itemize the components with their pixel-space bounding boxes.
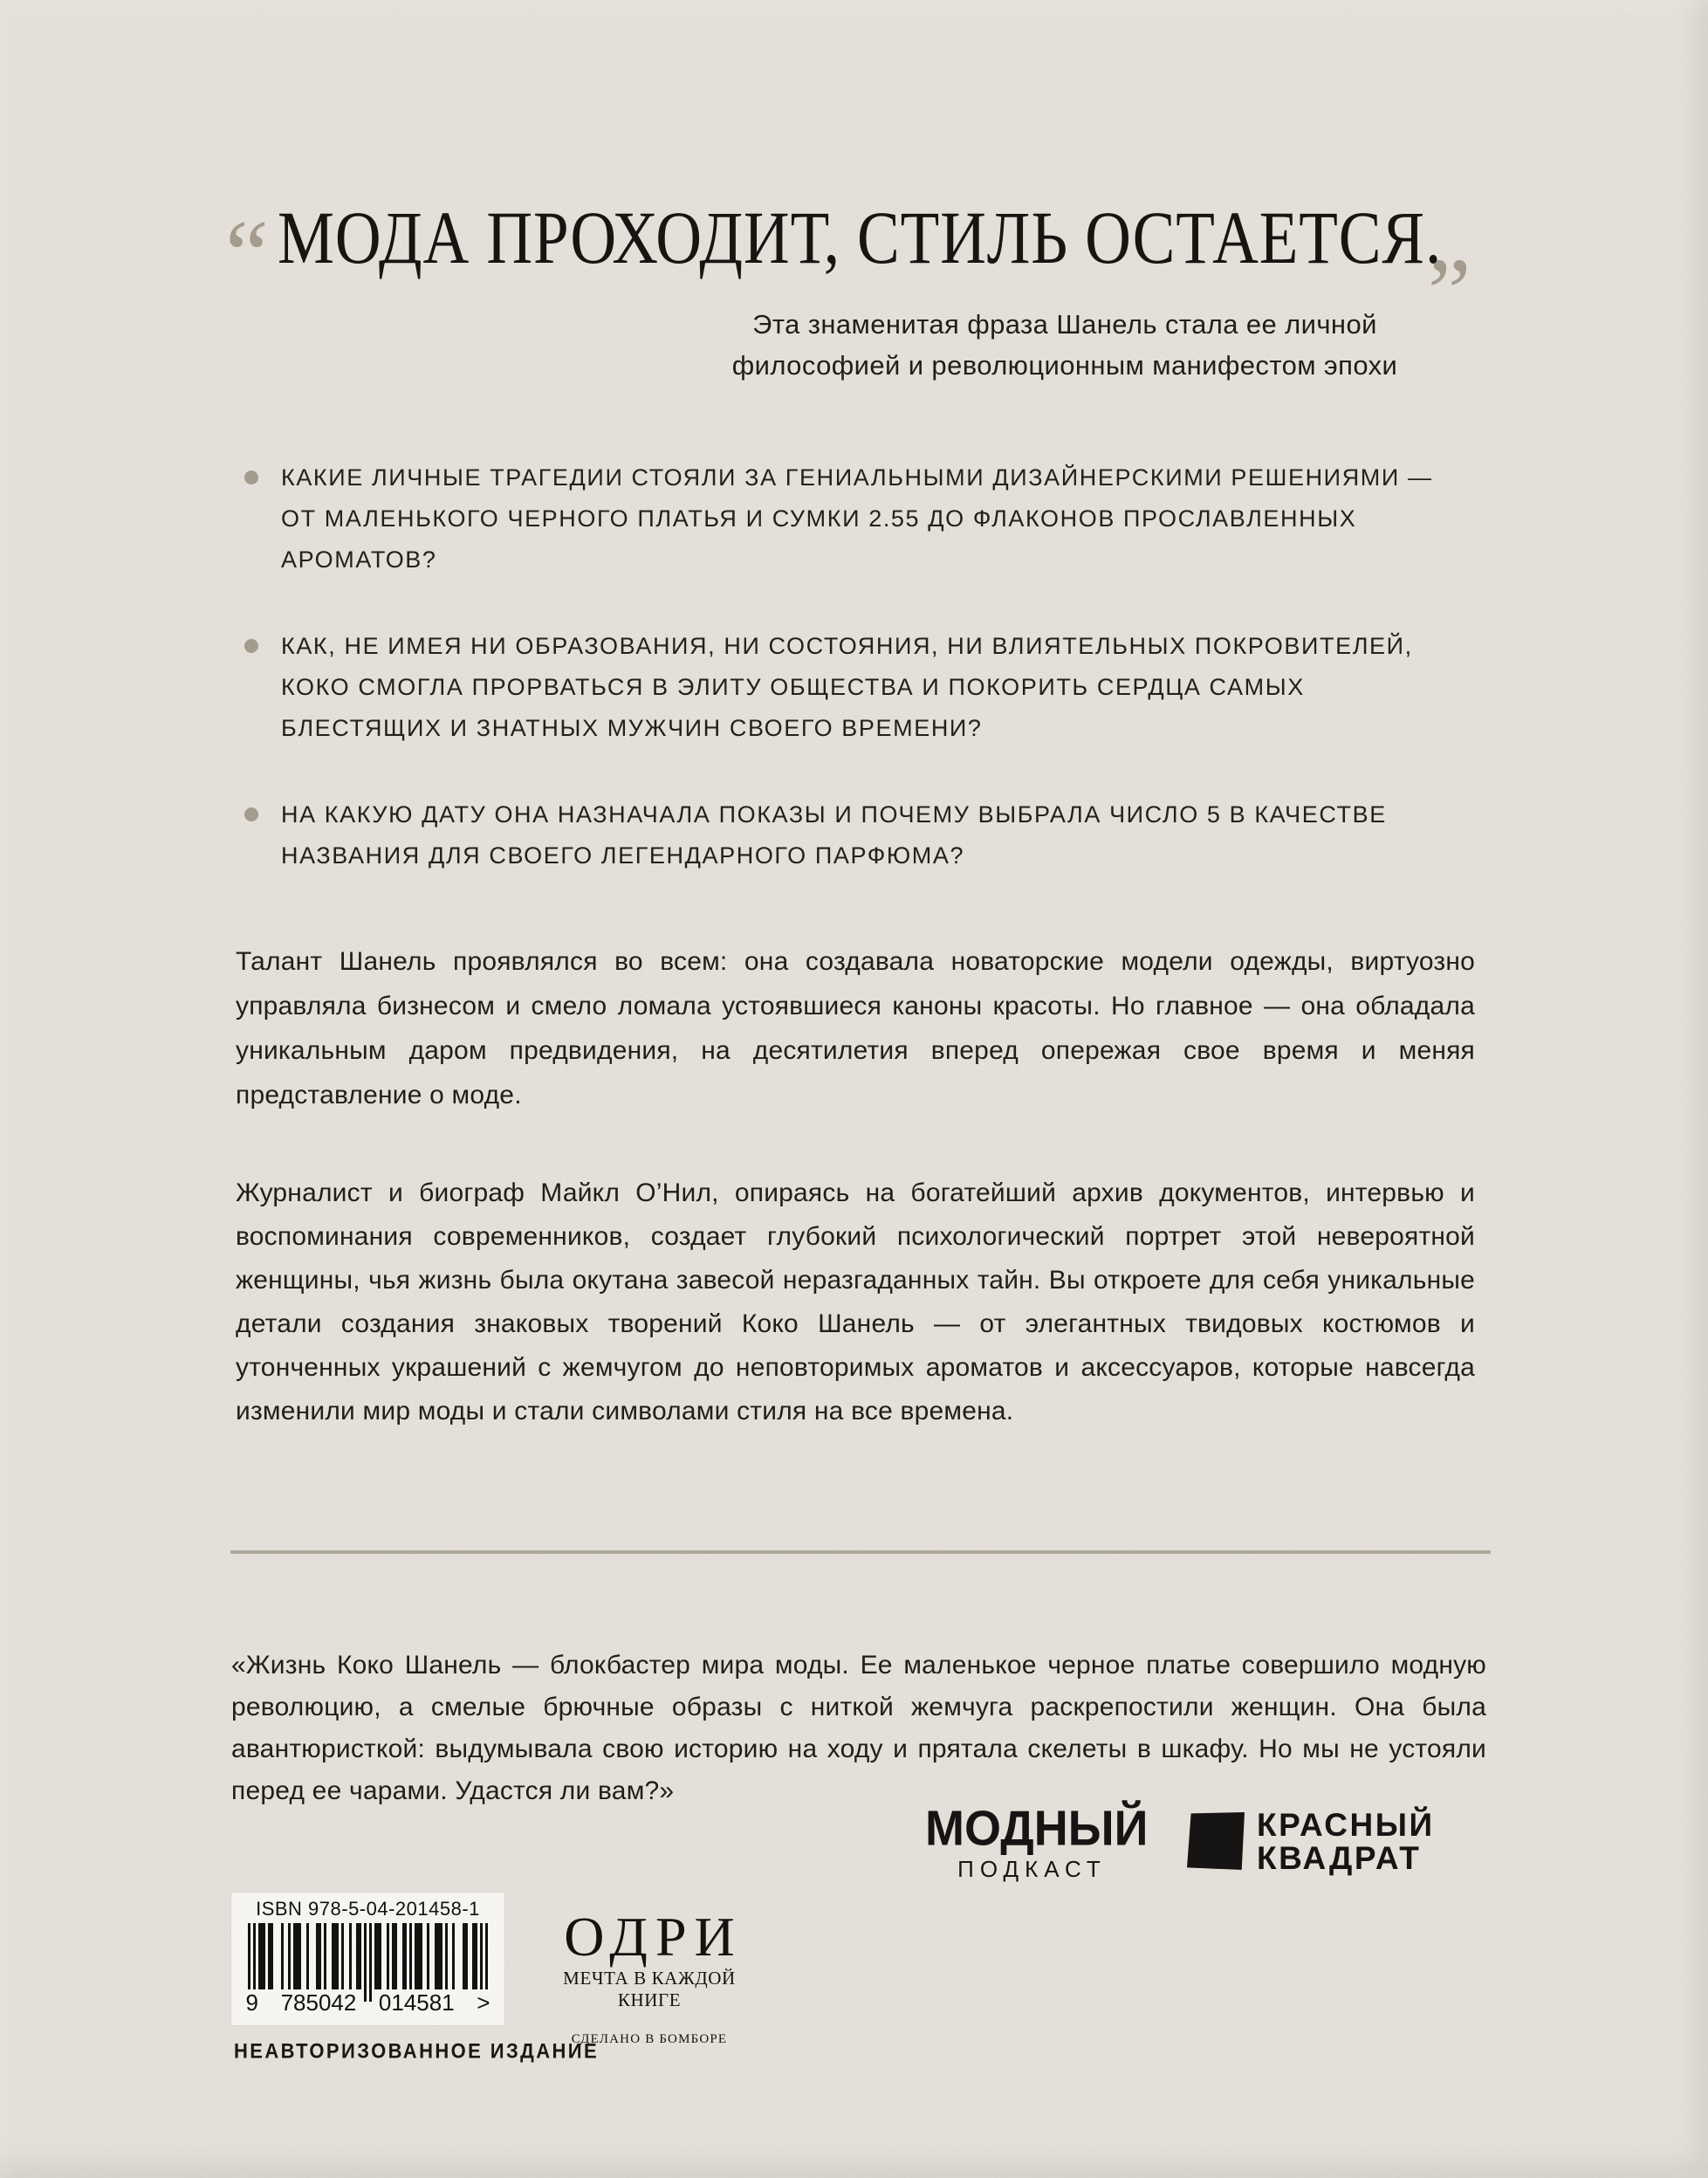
modny-logo-wordmark: МОДНЫЙ (925, 1800, 1149, 1856)
krasny-kvadrat-wordmark (1257, 1809, 1435, 1875)
modny-podcast-logo (925, 1800, 1149, 1883)
ean-lead-digit: 9 (244, 1989, 261, 2017)
headline-subtitle: Эта знаменитая фраза Шанель стала ее личной философией и революционным манифестом эпохи (731, 309, 1398, 381)
modny-logo-subtitle: ПОДКАСТ (957, 1856, 1107, 1882)
headline-text: МОДА ПРОХОДИТ, СТИЛЬ ОСТАЕТСЯ. (277, 196, 1442, 279)
odri-publisher-logo (531, 1908, 768, 2047)
headline-wrap (277, 194, 1442, 288)
annotation-paragraph-1: Талант Шанель проявлялся во всем: она создавала новаторские модели одежды, виртуозно управляла бизнесом и смело ломала устоявшиеся каноны красоты. Но главное — она обладала уникальным даром предвидения, на десятилетия вперед опережая свое время и меняя представление о моде. (236, 947, 1475, 1110)
krasny-kvadrat-line2: КВАДРАТ (1257, 1840, 1422, 1876)
black-square-icon (1187, 1812, 1245, 1870)
question-item (244, 794, 1442, 876)
odri-made-in: СДЕЛАНО В БОМБОРЕ (571, 2032, 728, 2046)
unauthorized-edition-note: НЕАВТОРИЗОВАННОЕ ИЗДАНИЕ (234, 2039, 600, 2063)
odri-wordmark: ОДРИ (564, 1906, 743, 1968)
ean-digits (244, 1989, 493, 2017)
krasny-kvadrat-logo (1187, 1807, 1435, 1876)
question-text: КАКИЕ ЛИЧНЫЕ ТРАГЕДИИ СТОЯЛИ ЗА ГЕНИАЛЬНЫМИ ДИЗАЙНЕРСКИМИ РЕШЕНИЯМИ — ОТ МАЛЕНЬКОГО ЧЕРНОГО ПЛАТЬЯ И СУМКИ 2.55 ДО ФЛАКОНОВ ПРОСЛАВЛЕННЫХ АРОМАТОВ? (281, 464, 1433, 573)
question-text: НА КАКУЮ ДАТУ ОНА НАЗНАЧАЛА ПОКАЗЫ И ПОЧЕМУ ВЫБРАЛА ЧИСЛО 5 В КАЧЕСТВЕ НАЗВАНИЯ ДЛЯ СВОЕГО ЛЕГЕНДАРНОГО ПАРФЮМА? (281, 801, 1387, 869)
review-quote: «Жизнь Коко Шанель — блокбастер мира моды. Ее маленькое черное платье совершило модную революцию, а смелые брючные образы с ниткой жемчуга раскрепостили женщин. Она была авантюристкой: выдумывала свою историю на ходу и прятала скелеты в шкафу. Но мы не устояли перед ее чарами. Удастся ли вам?» (231, 1651, 1486, 1805)
ean-group-2: 014581 (376, 1989, 457, 2017)
bullet-dot-icon (244, 639, 258, 653)
annotation-paragraph-2: Журналист и биограф Майкл О’Нил, опираясь на богатейший архив документов, интервью и воспоминания современников, создает глубокий психологический портрет этой невероятной женщины, чья жизнь была окутана завесой неразгаданных тайн. Вы откроете для себя уникальные детали создания знаковых творений Коко Шанель — от элегантных твидовых костюмов и утонченных украшений с жемчугом до неповторимых ароматов и аксессуаров, которые навсегда изменили мир моды и стали символами стиля на все времена. (236, 1178, 1475, 1426)
odri-tagline: МЕЧТА В КАЖДОЙ КНИГЕ (563, 1968, 736, 2010)
open-quote-icon: “ (225, 201, 269, 309)
isbn-number: ISBN 978-5-04-201458-1 (256, 1898, 480, 1920)
bullet-dot-icon (244, 471, 258, 484)
question-list (244, 457, 1442, 922)
ean-group-1: 785042 (278, 1989, 360, 2017)
ean-arrow: > (474, 1989, 492, 2017)
question-text: КАК, НЕ ИМЕЯ НИ ОБРАЗОВАНИЯ, НИ СОСТОЯНИЯ, НИ ВЛИЯТЕЛЬНЫХ ПОКРОВИТЕЛЕЙ, КОКО СМОГЛА ПРОРВАТЬСЯ В ЭЛИТУ ОБЩЕСТВА И ПОКОРИТЬ СЕРДЦА САМЫХ БЛЕСТЯЩИХ И ЗНАТНЫХ МУЖЧИН СВОЕГО ВРЕМЕНИ? (281, 633, 1413, 741)
close-quote-icon: ” (1427, 239, 1471, 347)
question-item (244, 457, 1442, 581)
divider-line (230, 1550, 1491, 1554)
krasny-kvadrat-line1: КРАСНЫЙ (1257, 1807, 1435, 1843)
isbn-barcode-label (231, 1893, 504, 2025)
question-item (244, 626, 1442, 749)
bullet-dot-icon (244, 807, 258, 821)
